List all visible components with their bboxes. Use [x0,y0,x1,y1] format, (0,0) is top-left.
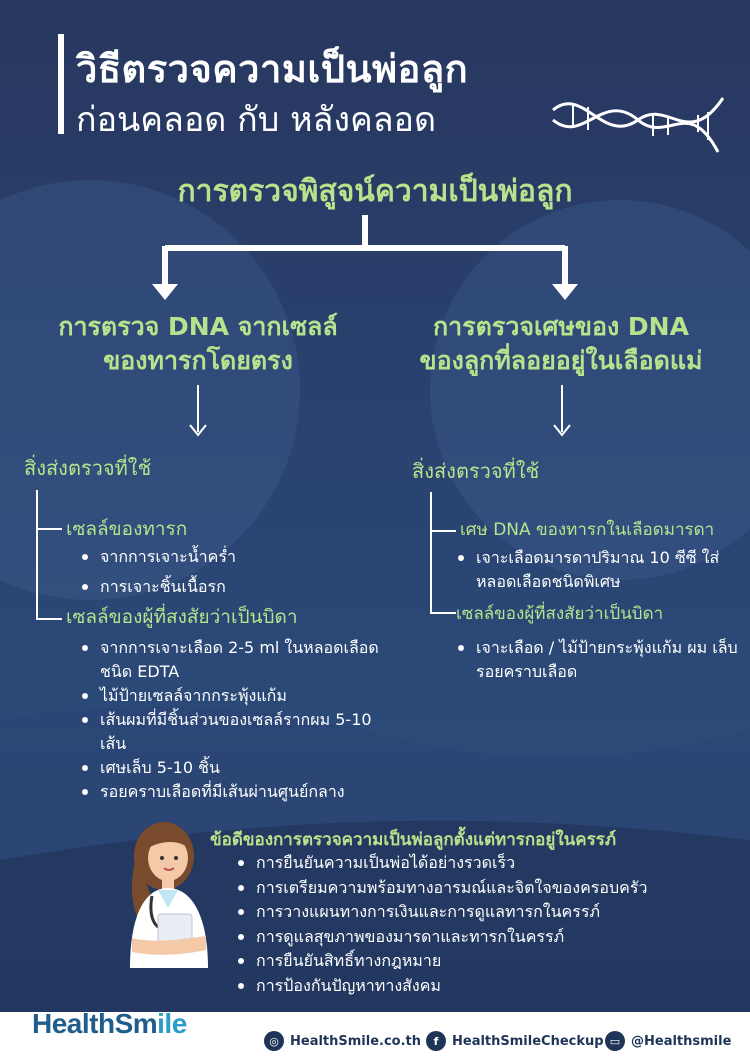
left-tree-branch-2 [36,618,62,620]
logo-text-part2: ile [157,1008,187,1039]
list-item: เส้นผมที่มีชิ้นส่วนของเซลล์รากผม 5-10 เส้น [78,708,398,756]
right-tree-line [430,492,432,614]
facebook-icon: f [426,1031,446,1051]
facebook-text: HealthSmileCheckup [452,1033,604,1049]
right-category-1: เศษ DNA ของทารกในเลือดมารดา [460,520,715,540]
page-subtitle: ก่อนคลอด กับ หลังคลอด [76,100,437,140]
line-link[interactable] [605,1031,731,1051]
line-text: @Healthsmile [631,1033,732,1049]
list-item: การวางแผนทางการเงินและการดูแลทารกในครรภ์ [234,900,734,925]
globe-icon: ◎ [264,1031,284,1051]
advantages-title: ข้อดีของการตรวจความเป็นพ่อลูกตั้งแต่ทารกอยู่ในครรภ์ [210,830,617,850]
left-sample-label: สิ่งส่งตรวจที่ใช้ [24,456,152,480]
list-item: การยืนยันสิทธิ์ทางกฎหมาย [234,949,734,974]
left-branch-heading-line2: ของทารกโดยตรง [103,346,293,375]
list-item: การเจาะชิ้นเนื้อรก [78,575,398,599]
list-item: การป้องกันปัญหาทางสังคม [234,974,734,999]
flow-connectors [0,0,750,460]
right-tree-branch-2 [430,612,456,614]
doctor-illustration [122,818,218,968]
left-branch-heading [18,310,378,378]
right-tree-branch-1 [430,530,456,532]
left-category-1: เซลล์ของทารก [66,518,188,540]
list-item: เจาะเลือดมารดาปริมาณ 10 ซีซี ใส่หลอดเลือดชนิดพิเศษ [454,546,744,594]
right-category-1-list [454,546,744,594]
left-tree-line [36,490,38,620]
right-branch-heading [386,310,736,378]
list-item: จากการเจาะน้ำคร่ำ [78,545,398,569]
website-text: HealthSmile.co.th [290,1033,422,1049]
logo-text-part1: HealthSm [32,1008,158,1039]
list-item: การเตรียมความพร้อมทางอารมณ์และจิตใจของครอบครัว [234,876,734,901]
right-branch-heading-line1: การตรวจเศษของ DNA [433,312,689,341]
line-icon: ▭ [605,1031,625,1051]
website-link[interactable] [264,1031,421,1051]
facebook-link[interactable] [426,1031,604,1051]
main-heading: การตรวจพิสูจน์ความเป็นพ่อลูก [177,174,573,209]
advantages-list [234,851,734,998]
right-sample-label: สิ่งส่งตรวจที่ใช้ [412,459,540,483]
left-branch-heading-line1: การตรวจ DNA จากเซลล์ [58,312,338,341]
list-item: จากการเจาะเลือด 2-5 ml ในหลอดเลือดชนิด EDTA [78,636,398,684]
left-tree-branch-1 [36,528,62,530]
left-category-2: เซลล์ของผู้ที่สงสัยว่าเป็นบิดา [66,606,298,628]
list-item: ไม้ป้ายเซลล์จากกระพุ้งแก้ม [78,684,398,708]
list-item: การยืนยันความเป็นพ่อได้อย่างรวดเร็ว [234,851,734,876]
list-item: รอยคราบเลือดที่มีเส้นผ่านศูนย์กลาง [78,780,398,804]
left-category-1-list [78,545,398,599]
right-branch-heading-line2: ของลูกที่ลอยอยู่ในเลือดแม่ [419,346,703,375]
page-title: วิธีตรวจความเป็นพ่อลูก [76,47,469,91]
right-category-2: เซลล์ของผู้ที่สงสัยว่าเป็นบิดา [456,604,664,624]
right-category-2-list [454,636,744,684]
healthsmile-logo[interactable] [32,1008,187,1040]
left-category-2-list [78,636,398,804]
list-item: การดูแลสุขภาพของมารดาและทารกในครรภ์ [234,925,734,950]
list-item: เศษเล็บ 5-10 ชิ้น [78,756,398,780]
list-item: เจาะเลือด / ไม้ป้ายกระพุ้งแก้ม ผม เล็บ รอยคราบเลือด [454,636,744,684]
